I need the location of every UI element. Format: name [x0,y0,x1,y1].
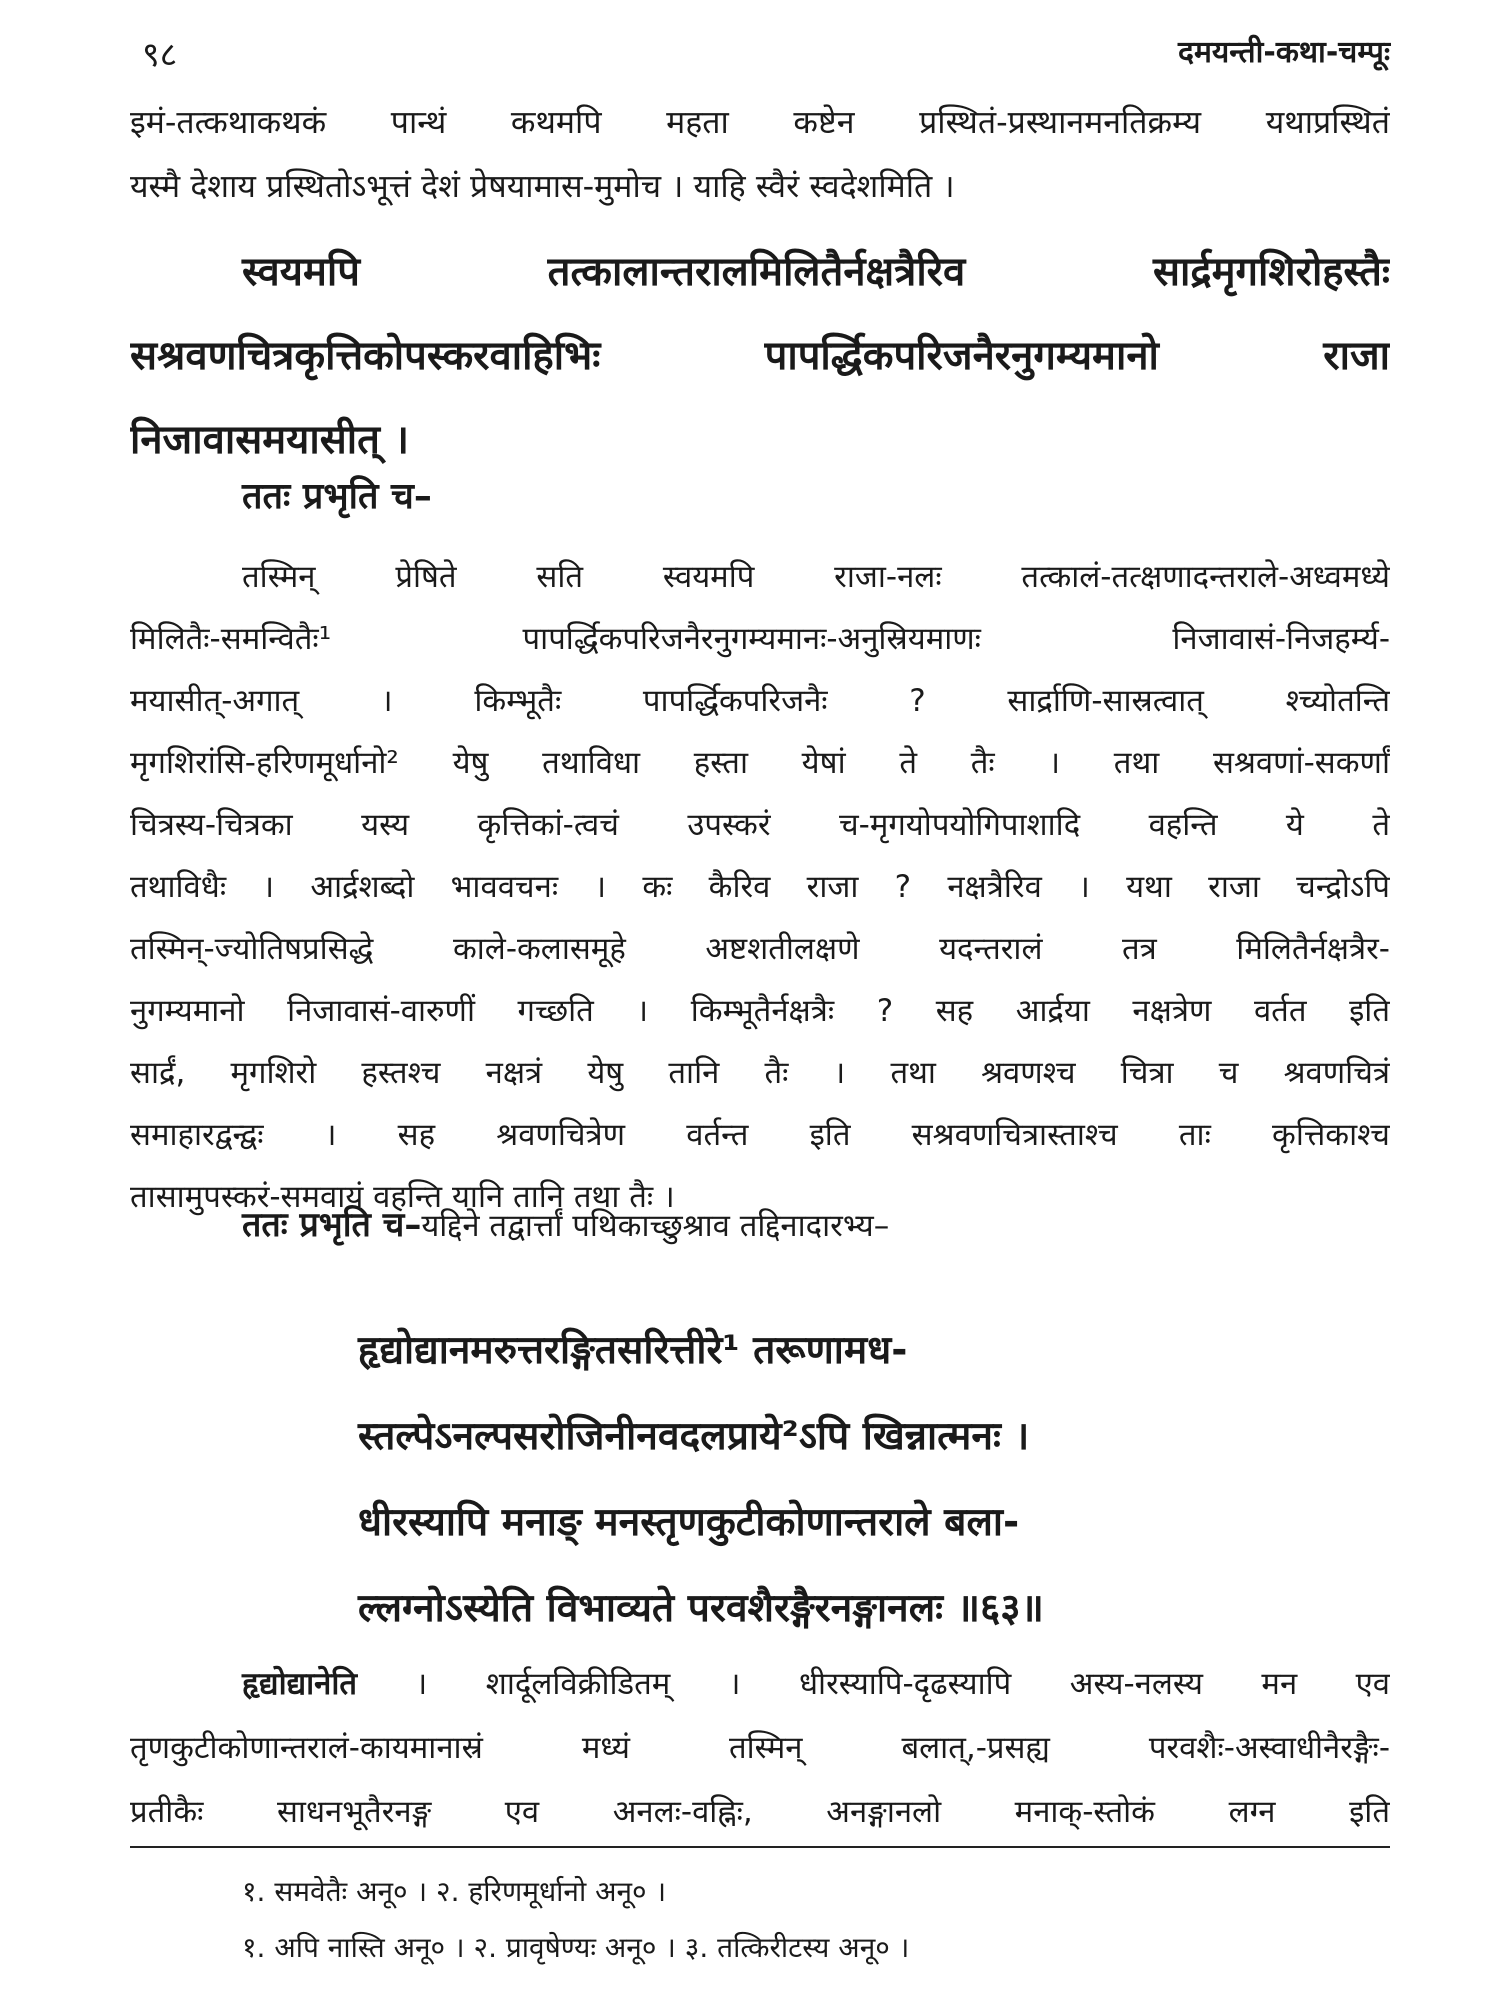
text-line: सार्द्रं, मृगशिरो हस्तश्च नक्षत्रं येषु तानि तैः । तथा श्रवणश्च चित्रा च श्रवणचित्रं [130,1055,1390,1091]
footnote-divider [130,1846,1390,1848]
text-line [130,1652,1390,1716]
text-line: तासामुपस्करं-समवायं वहन्ति यानि तानि तथा तैः । [130,1179,675,1215]
verse-lemma: हृद्योद्यानेति [242,1666,358,1702]
text-line: चित्रस्य-चित्रका यस्य कृत्तिकां-त्वचं उपस्करं च-मृगयोपयोगिपाशादि वहन्ति ये ते [130,807,1390,843]
verse-line: स्तल्पेऽनल्पसरोजिनीनवदलप्राये²ऽपि खिन्नात्मनः । [358,1414,1030,1459]
section-heading: ततः प्रभृति च– [242,476,432,517]
verse-line: ल्लग्नोऽस्येति विभाव्यते परवशैरङ्गैरनङ्गानलः ॥६३॥ [358,1586,1044,1631]
page-header [130,24,1390,84]
intro-label: ततः प्रभृति च– [242,1205,422,1245]
text-line: समाहारद्वन्द्वः । सह श्रवणचित्रेण वर्तन्त इति सश्रवणचित्रास्ताश्च ताः कृत्तिकाश्च [130,1117,1390,1153]
text-line: मिलितैः-समन्वितैः¹ पापर्द्धिकपरिजनैरनुगम्यमानः-अनुस्रियमाणः निजावासं-निजहर्म्य- [130,621,1390,657]
intro-line [242,1200,889,1246]
footnotes [242,1864,1342,1976]
text-line: मृगशिरांसि-हरिणमूर्धानो² येषु तथाविधा हस्ता येषां ते तैः । तथा सश्रवणां-सकर्णां [130,745,1390,781]
mula-line: निजावासमयासीत् । [130,417,410,463]
mula-text-block [130,230,1390,482]
text-line: तृणकुटीकोणान्तरालं-कायमानास्रं मध्यं तस्मिन् बलात्,-प्रसह्य परवशैः-अस्वाधीनैरङ्गैः- [130,1730,1390,1766]
text-line: प्रतीकैः साधनभूतैरनङ्ग एव अनलः-वह्निः, अनङ्गानलो मनाक्-स्तोकं लग्न इति [130,1794,1390,1830]
text-line: यस्मै देशाय प्रस्थितोऽभूत्तं देशं प्रेषयामास-मुमोच । याहि स्वैरं स्वदेशमिति । [130,167,955,205]
running-title: दमयन्ती-कथा-चम्पूः [1178,35,1390,70]
verse-block [358,1308,1368,1652]
text-line: तस्मिन् प्रेषिते सति स्वयमपि राजा-नलः तत्कालं-तत्क्षणादन्तराले-अध्वमध्ये [242,559,1390,595]
text-span: । शार्दूलविक्रीडितम् । धीरस्यापि-दृढस्यापि अस्य-नलस्य मन एव [357,1666,1390,1702]
intro-text: यद्दिने तद्वार्त्तां पथिकाच्छुश्राव तद्दिनादारभ्य– [421,1208,890,1244]
footnote: १. अपि नास्ति अनू० । २. प्रावृषेण्यः अनू० । ३. तत्किरीटस्य अनू० । [242,1931,910,1964]
footnote: १. समवेतैः अनू० । २. हरिणमूर्धानो अनू० । [242,1875,667,1908]
page-number: ९८ [142,35,178,75]
mula-line: स्वयमपि तत्कालान्तरालमिलितैर्नक्षत्रैरिव सार्द्रमृगशिरोहस्तैः [242,249,1390,295]
text-line: नुगम्यमानो निजावासं-वारुणीं गच्छति । किम्भूतैर्नक्षत्रैः ? सह आर्द्रया नक्षत्रेण वर्तत इति [130,993,1390,1029]
verse-line: हृद्योद्यानमरुत्तरङ्गितसरित्तीरे¹ तरूणामध- [358,1328,908,1373]
text-line: इमं-तत्कथाकथकं पान्थं कथमपि महता कष्टेन प्रस्थितं-प्रस्थानमनतिक्रम्य यथाप्रस्थितं [130,103,1390,141]
mula-line: सश्रवणचित्रकृत्तिकोपस्करवाहिभिः पापर्द्धिकपरिजनैरनुगम्यमानो राजा [130,333,1390,379]
text-line: मयासीत्-अगात् । किम्भूतैः पापर्द्धिकपरिजनैः ? सार्द्राणि-सास्रत्वात् श्च्योतन्ति [130,683,1390,719]
text-line: तस्मिन्-ज्योतिषप्रसिद्धे काले-कलासमूहे अष्टशतीलक्षणे यदन्तरालं तत्र मिलितैर्नक्षत्रैर- [130,931,1390,967]
opening-paragraph [130,90,1390,218]
commentary-paragraph [130,546,1390,1228]
verse-commentary [130,1652,1390,1844]
verse-line: धीरस्यापि मनाङ् मनस्तृणकुटीकोणान्तराले बला- [358,1500,1020,1545]
text-line: तथाविधैः । आर्द्रशब्दो भाववचनः । कः कैरिव राजा ? नक्षत्रैरिव । यथा राजा चन्द्रोऽपि [130,869,1390,905]
